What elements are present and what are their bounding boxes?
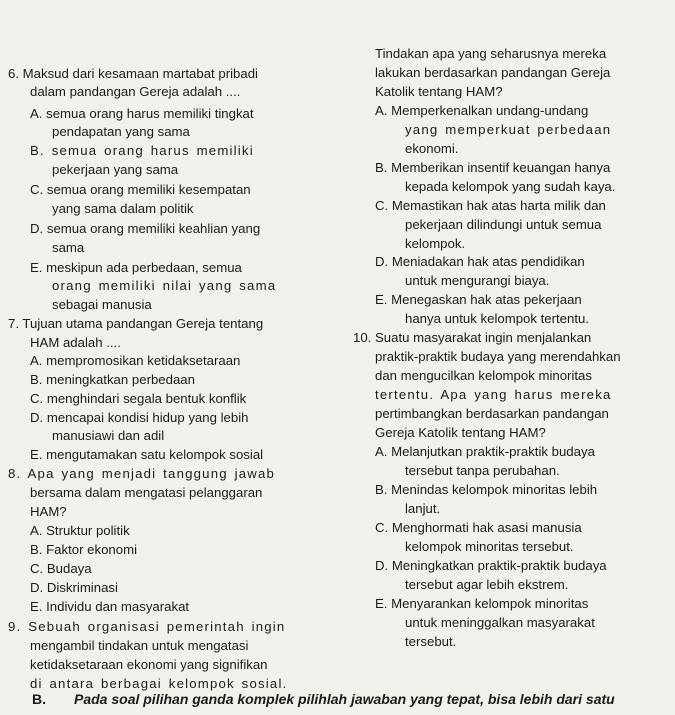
q8-option-c: C. Budaya [30,561,92,576]
q9-option-d: D. Meniadakan hak atas pendidikan [375,254,585,269]
q9-option-e: E. Menegaskan hak atas pekerjaan [375,292,582,307]
q9-option-d-cont: untuk mengurangi biaya. [405,273,550,288]
question-9-cont2: ketidaksetaraan ekonomi yang signifikan [30,657,268,672]
question-9-cont: mengambil tindakan untuk mengatasi [30,638,249,653]
section-b-marker: B. [32,691,46,707]
question-10-cont2: dan mengucilkan kelompok minoritas [375,368,592,383]
q9-option-a-cont2: ekonomi. [405,141,459,156]
q10-option-d-cont: tersebut agar lebih ekstrem. [405,577,569,592]
q6-option-b: B. semua orang harus memiliki [30,143,254,158]
question-7-cont: HAM adalah .... [30,335,121,350]
q7-option-b: B. meningkatkan perbedaan [30,372,195,387]
question-8: 8. Apa yang menjadi tanggung jawab [8,466,276,481]
q6-option-a-cont: pendapatan yang sama [52,124,190,139]
question-9: 9. Sebuah organisasi pemerintah ingin [8,619,286,634]
section-b-text: Pada soal pilihan ganda komplek pilihlah jawaban yang tepat, bisa lebih dari satu [74,691,615,707]
q6-option-d-cont: sama [52,240,85,255]
question-8-cont: bersama dalam mengatasi pelanggaran [30,485,263,500]
question-9-cont3: di antara berbagai kelompok sosial. [30,676,288,691]
q8-option-d: D. Diskriminasi [30,580,118,595]
q7-option-d-cont: manusiawi dan adil [52,428,165,443]
q7-option-d: D. mencapai kondisi hidup yang lebih [30,410,249,425]
question-8-cont2: HAM? [30,504,67,519]
q9-option-c-cont: pekerjaan dilindungi untuk semua [405,217,602,232]
question-10: 10. Suatu masyarakat ingin menjalankan [353,330,592,345]
q6-option-c-cont: yang sama dalam politik [52,201,194,216]
question-10-cont5: Gereja Katolik tentang HAM? [375,425,546,440]
question-9-ask-cont: lakukan berdasarkan pandangan Gereja [375,65,611,80]
question-6-cont: dalam pandangan Gereja adalah .... [30,84,241,99]
question-10-cont: praktik-praktik budaya yang merendahkan [375,349,621,364]
question-9-ask-cont2: Katolik tentang HAM? [375,84,503,99]
q10-option-a: A. Melanjutkan praktik-praktik budaya [375,444,595,459]
q7-option-e: E. mengutamakan satu kelompok sosial [30,447,264,462]
q7-option-a: A. mempromosikan ketidaksetaraan [30,353,241,368]
q6-option-e-cont: orang memiliki nilai yang sama [52,278,277,293]
q10-option-e: E. Menyarankan kelompok minoritas [375,596,589,611]
q9-option-a-cont: yang memperkuat perbedaan [405,122,612,137]
q10-option-b-cont: lanjut. [405,501,441,516]
q6-option-c: C. semua orang memiliki kesempatan [30,182,251,197]
question-6: 6. Maksud dari kesamaan martabat pribadi [8,66,258,81]
q6-option-e: E. meskipun ada perbedaan, semua [30,260,242,275]
q6-option-a: A. semua orang harus memiliki tingkat [30,106,254,121]
q10-option-d: D. Meningkatkan praktik-praktik budaya [375,558,607,573]
q9-option-b: B. Memberikan insentif keuangan hanya [375,160,611,175]
q6-option-b-cont: pekerjaan yang sama [52,162,179,177]
q8-option-e: E. Individu dan masyarakat [30,599,190,614]
q9-option-c-cont2: kelompok. [405,236,466,251]
q9-option-e-cont: hanya untuk kelompok tertentu. [405,311,590,326]
q10-option-a-cont: tersebut tanpa perubahan. [405,463,560,478]
q6-option-e-cont2: sebagai manusia [52,297,152,312]
question-10-cont4: pertimbangkan berdasarkan pandangan [375,406,609,421]
q10-option-c-cont: kelompok minoritas tersebut. [405,539,574,554]
q9-option-a: A. Memperkenalkan undang-undang [375,103,589,118]
q10-option-c: C. Menghormati hak asasi manusia [375,520,582,535]
q6-option-d: D. semua orang memiliki keahlian yang [30,221,261,236]
q10-option-e-cont: untuk meninggalkan masyarakat [405,615,595,630]
q7-option-c: C. menghindari segala bentuk konflik [30,391,247,406]
question-9-ask: Tindakan apa yang seharusnya mereka [375,46,607,61]
q9-option-b-cont: kepada kelompok yang sudah kaya. [405,179,616,194]
q8-option-b: B. Faktor ekonomi [30,542,138,557]
q8-option-a: A. Struktur politik [30,523,130,538]
question-7: 7. Tujuan utama pandangan Gereja tentang [8,316,264,331]
q10-option-e-cont2: tersebut. [405,634,457,649]
question-10-cont3: tertentu. Apa yang harus mereka [375,387,612,402]
q9-option-c: C. Memastikan hak atas harta milik dan [375,198,606,213]
q10-option-b: B. Menindas kelompok minoritas lebih [375,482,598,497]
